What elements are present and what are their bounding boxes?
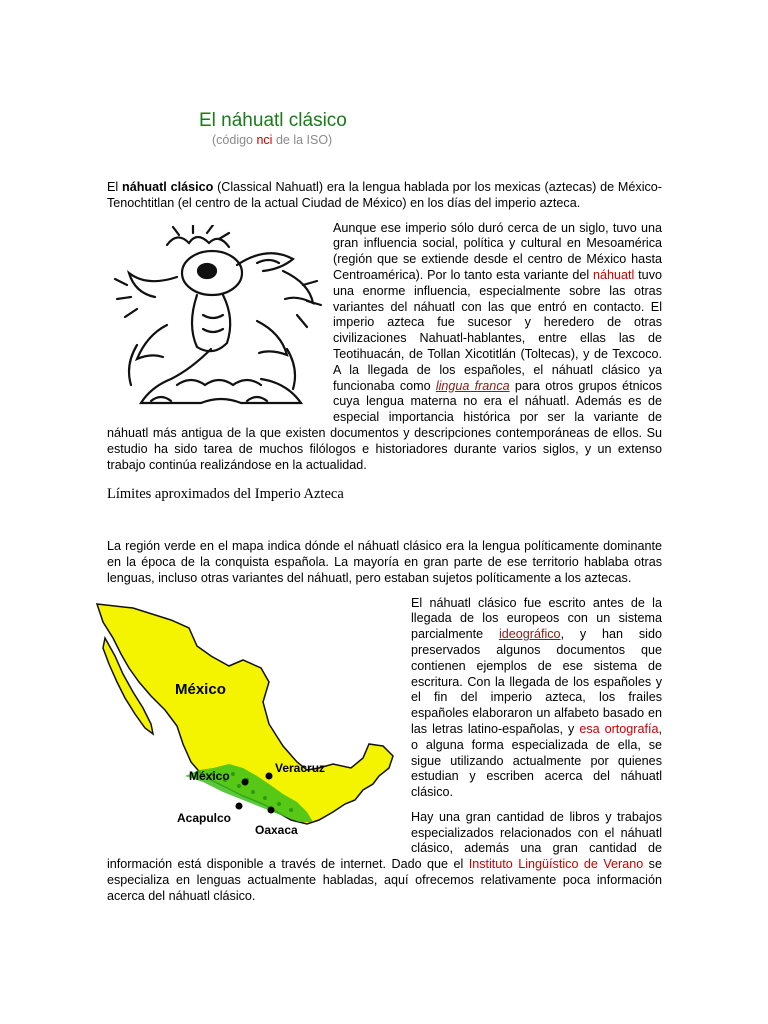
p1-text-a: El [107,180,122,194]
city-dot-mexico [242,778,249,785]
subtitle-post: de la ISO) [272,133,333,147]
p2-text-a: Aunque ese imperio sólo duró cerca de un siglo, tuvo una gran influencia social, política y cultural en Mesoamérica (región que se extiende desde el centro de México hasta Centroamérica). Por lo tanto esta variante del [333,220,662,282]
nahuatl-link[interactable]: náhuatl [593,267,635,282]
p4-text-b: , y han sido preservados algunos documentos que contienen ejemplos de ese sistema de escritura. Con la llegada de los españoles y el fin del imperio azteca, los frailes españoles elaboraron un alfabeto basado en las letras latino-españolas, y [411,627,662,736]
subtitle-pre: (código [212,133,257,147]
p4-text-c: , o alguna forma especializada de ella, se sigue utilizando actualmente por quienes estudian y escriben acerca del náhuatl clásico. [411,721,662,800]
aztec-glyph-illustration [107,225,325,413]
p2-text-c: para otros grupos étnicos cuya lengua materna no era el náhuatl. Además es de especial importancia histórica por ser la variante de náhuatl más antigua de la que existen documentos y descripciones contemporáneas de ellos. Su estudio ha sido tarea de muchos filólogos e historiadores durante varios siglos, y un extenso trabajo continúa realizándose en la actualidad. [107,378,663,472]
iso-code: nci [256,133,273,147]
city-label-acapulco: Acapulco [177,810,232,825]
lingua-franca-link[interactable]: lingua franca [435,378,510,393]
p2-text-b: tuvo una enorme influencia, especialmente sobre las otras variantes del náhuatl con las que entró en contacto. El imperio azteca fue sucesor y heredero de otras civilizaciones Nahuatl-hablantes, entre ellas las de Teotihuacán, de Tollan Xicotitlán (Toltecas), y de Texcoco. A la llegada de los españoles, el náhuatl clásico ya funcionaba como [333,267,662,393]
city-dot-oaxaca [268,806,275,813]
iso-code-note [212,133,332,147]
city-label-veracruz: Veracruz [275,760,326,775]
intro-paragraph [107,180,662,212]
city-label-mexico: México [189,768,230,783]
ortografia-link[interactable]: esa ortografía [579,721,659,736]
mexico-map [93,598,403,850]
page-title: El náhuatl clásico [199,110,347,131]
writing-paragraph [107,595,662,837]
country-label: México [175,680,226,698]
p4-text-a: El náhuatl clásico fue escrito antes de la llegada de los europeos con un sistema parcialmente [411,595,662,642]
city-dot-acapulco [236,802,243,809]
history-paragraph [107,221,662,474]
section-heading: Límites aproximados del Imperio Azteca [107,486,344,503]
city-dot-veracruz [266,772,273,779]
ideografico-link[interactable]: ideográfico [498,627,561,642]
instituto-link[interactable]: Instituto Lingüístico de Verano [468,857,644,872]
city-label-oaxaca: Oaxaca [255,822,298,837]
map-description-paragraph: La región verde en el mapa indica dónde el náhuatl clásico era la lengua políticamente dominante en la época de la conquista española. La mayoría en gran parte de ese territorio hablaba otras lenguas, incluso otras variantes del náhuatl, pero estaban sujetos políticamente a los aztecas. [107,539,662,585]
p5-text-a: Hay una gran cantidad de libros y trabajos especializados relacionados con el náhuatl clásico, además una gran cantidad de información está disponible a través de internet. Dado que el [107,809,662,872]
p1-text-b: (Classical Nahuatl) era la lengua hablada por los mexicas (aztecas) de México-Tenochtitlan (el centro de la actual Ciudad de México) en los días del imperio azteca. [107,180,662,210]
p5-text-b: se especializa en lenguas actualmente habladas, aquí ofrecemos relativamente poca información acerca del náhuatl clásico. [107,857,662,903]
term-nahuatl-clasico: náhuatl clásico [122,180,214,194]
article-body [107,180,662,914]
